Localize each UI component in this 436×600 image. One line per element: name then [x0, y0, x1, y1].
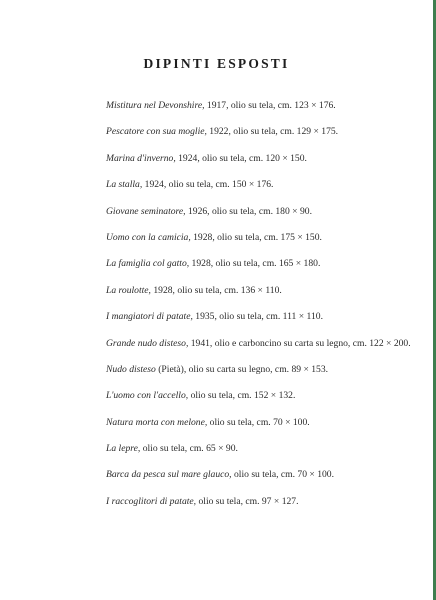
painting-title: Pescatore con sua moglie, — [106, 126, 207, 138]
painting-title: I raccoglitori di patate, — [106, 495, 197, 507]
painting-title: Uomo con la camicia, — [106, 231, 191, 243]
painting-details: (Pietà), olio su carta su legno, cm. 89 × 153. — [155, 363, 329, 375]
paintings-list — [106, 99, 416, 521]
painting-details: 1924, olio su tela, cm. 150 × 176. — [142, 179, 274, 191]
painting-details: 1928, olio su tela, cm. 136 × 110. — [150, 284, 282, 296]
painting-details: olio su tela, cm. 97 × 127. — [196, 495, 299, 507]
painting-details: 1917, olio su tela, cm. 123 × 176. — [204, 100, 336, 111]
painting-title: L'uomo con l'accello, — [106, 390, 189, 402]
painting-title: La famiglia col gatto, — [106, 258, 190, 270]
list-item — [106, 284, 416, 297]
list-item — [106, 442, 416, 455]
painting-details: olio su tela, cm. 70 × 100. — [231, 469, 334, 481]
painting-details: 1922, olio su tela, cm. 129 × 175. — [206, 126, 339, 138]
list-item — [106, 152, 416, 165]
painting-details: 1935, olio su tela, cm. 111 × 110. — [192, 311, 323, 323]
list-item — [106, 468, 416, 481]
painting-title: La roulotte, — [106, 284, 151, 296]
painting-title: Natura morta con melone, — [106, 416, 208, 428]
painting-title: La stalla, — [106, 179, 143, 191]
painting-title: Nudo disteso — [106, 363, 156, 375]
painting-details: olio su tela, cm. 65 × 90. — [140, 443, 238, 455]
list-item — [106, 231, 416, 244]
painting-title: Barca da pesca sul mare glauco, — [106, 469, 232, 481]
list-item — [106, 416, 416, 429]
painting-title: Mistitura nel Devonshire, — [106, 100, 205, 111]
painting-details: olio su tela, cm. 70 × 100. — [207, 416, 310, 428]
list-item — [106, 257, 416, 270]
painting-details: olio su tela, cm. 152 × 132. — [188, 390, 296, 402]
painting-details: 1924, olio su tela, cm. 120 × 150. — [175, 152, 307, 164]
list-item — [106, 310, 416, 323]
list-item — [106, 178, 416, 191]
painting-details: 1928, olio su tela, cm. 165 × 180. — [189, 258, 321, 270]
list-item — [106, 337, 416, 350]
painting-details: 1941, olio e carboncino su carta su legno, cm. 122 × 200. — [188, 337, 411, 349]
list-item — [106, 205, 416, 218]
painting-title: I mangiatori di patate, — [106, 311, 193, 323]
painting-title: Grande nudo disteso, — [106, 337, 189, 349]
page-title: DIPINTI ESPOSTI — [143, 56, 290, 71]
painting-details: 1926, olio su tela, cm. 180 × 90. — [185, 205, 312, 217]
painting-details: 1928, olio su tela, cm. 175 × 150. — [190, 231, 322, 243]
painting-title: La lepre, — [106, 443, 141, 455]
list-item — [106, 363, 416, 376]
painting-title: Giovane seminatore, — [106, 205, 186, 217]
list-item — [106, 389, 416, 402]
painting-title: Marina d'inverno, — [106, 152, 176, 164]
list-item — [106, 125, 416, 138]
list-item — [106, 99, 416, 112]
list-item — [106, 495, 416, 508]
